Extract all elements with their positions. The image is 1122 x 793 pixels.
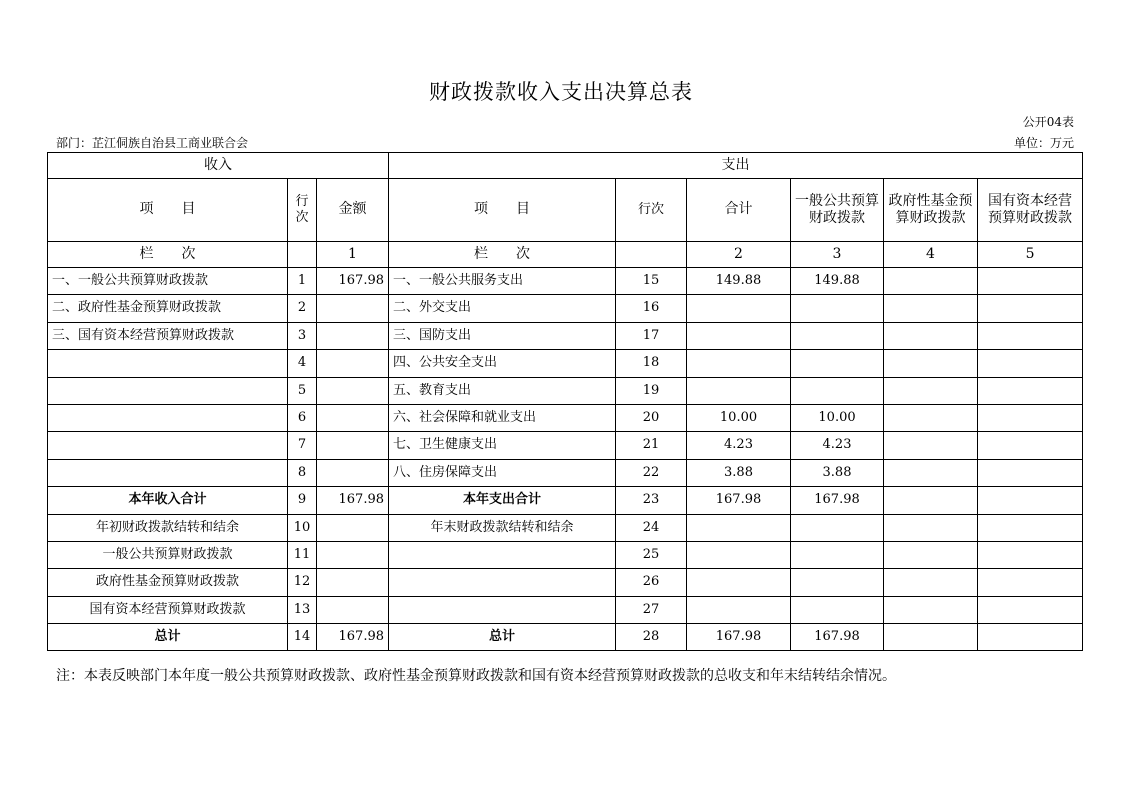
state-capital-cell bbox=[978, 624, 1083, 651]
header-row-top bbox=[48, 153, 1083, 179]
seq-general: 3 bbox=[791, 242, 884, 268]
income-item-cell bbox=[48, 377, 288, 404]
income-row-no-cell: 11 bbox=[288, 541, 317, 568]
income-row-no-cell: 8 bbox=[288, 459, 317, 486]
total-cell bbox=[687, 596, 791, 623]
expense-item-cell bbox=[389, 596, 616, 623]
expense-item-cell: 年末财政拨款结转和结余 bbox=[389, 514, 616, 541]
state-capital-cell bbox=[978, 596, 1083, 623]
expense-item-cell: 八、住房保障支出 bbox=[389, 459, 616, 486]
income-row-no-cell: 3 bbox=[288, 322, 317, 349]
expense-row-no-cell: 15 bbox=[616, 268, 687, 295]
total-cell bbox=[687, 350, 791, 377]
expense-row-no-cell: 27 bbox=[616, 596, 687, 623]
expense-row-no-cell: 16 bbox=[616, 295, 687, 322]
income-item-cell: 一、一般公共预算财政拨款 bbox=[48, 268, 288, 295]
income-amount-cell bbox=[317, 514, 389, 541]
income-item-cell: 三、国有资本经营预算财政拨款 bbox=[48, 322, 288, 349]
expense-row-no-cell: 23 bbox=[616, 487, 687, 514]
gov-fund-cell bbox=[884, 295, 978, 322]
income-item-cell: 总计 bbox=[48, 624, 288, 651]
total-cell: 10.00 bbox=[687, 404, 791, 431]
amount-header: 金额 bbox=[317, 179, 389, 242]
state-capital-cell bbox=[978, 295, 1083, 322]
income-item-cell: 一般公共预算财政拨款 bbox=[48, 541, 288, 568]
income-amount-cell bbox=[317, 596, 389, 623]
total-cell: 149.88 bbox=[687, 268, 791, 295]
state-capital-cell bbox=[978, 268, 1083, 295]
expense-row-no-cell: 25 bbox=[616, 541, 687, 568]
state-capital-cell bbox=[978, 541, 1083, 568]
expense-item-cell: 七、卫生健康支出 bbox=[389, 432, 616, 459]
expense-item-cell: 六、社会保障和就业支出 bbox=[389, 404, 616, 431]
income-row-no-cell: 4 bbox=[288, 350, 317, 377]
gov-fund-cell bbox=[884, 624, 978, 651]
seq-total: 2 bbox=[687, 242, 791, 268]
report-title: 财政拨款收入支出决算总表 bbox=[429, 80, 693, 104]
table-row bbox=[48, 624, 1083, 651]
footnote: 注：本表反映部门本年度一般公共预算财政拨款、政府性基金预算财政拨款和国有资本经营预算财政拨款的总收支和年末结转结余情况。 bbox=[56, 668, 896, 684]
total-cell: 4.23 bbox=[687, 432, 791, 459]
total-cell bbox=[687, 514, 791, 541]
general-budget-header: 一般公共预算财政拨款 bbox=[791, 179, 884, 242]
income-item-header: 项 目 bbox=[48, 179, 288, 242]
gov-fund-header: 政府性基金预算财政拨款 bbox=[884, 179, 978, 242]
total-cell: 167.98 bbox=[687, 487, 791, 514]
income-amount-cell bbox=[317, 377, 389, 404]
state-capital-cell bbox=[978, 569, 1083, 596]
general-budget-cell bbox=[791, 514, 884, 541]
income-amount-cell bbox=[317, 541, 389, 568]
general-budget-cell bbox=[791, 569, 884, 596]
table-row bbox=[48, 432, 1083, 459]
expense-row-no-cell: 28 bbox=[616, 624, 687, 651]
gov-fund-cell bbox=[884, 569, 978, 596]
table-row bbox=[48, 596, 1083, 623]
expense-item-header: 项 目 bbox=[389, 179, 616, 242]
total-cell bbox=[687, 377, 791, 404]
state-capital-cell bbox=[978, 404, 1083, 431]
expense-row-no-cell: 18 bbox=[616, 350, 687, 377]
state-capital-cell bbox=[978, 487, 1083, 514]
income-item-cell bbox=[48, 350, 288, 377]
income-row-no-cell: 2 bbox=[288, 295, 317, 322]
expense-row-no-cell: 19 bbox=[616, 377, 687, 404]
gov-fund-cell bbox=[884, 322, 978, 349]
expense-row-no-cell: 21 bbox=[616, 432, 687, 459]
budget-table bbox=[47, 152, 1083, 651]
expense-row-no-cell: 22 bbox=[616, 459, 687, 486]
expense-item-cell: 三、国防支出 bbox=[389, 322, 616, 349]
income-item-cell: 政府性基金预算财政拨款 bbox=[48, 569, 288, 596]
income-row-no-header: 行 次 bbox=[288, 179, 317, 242]
income-amount-cell: 167.98 bbox=[317, 268, 389, 295]
expense-item-cell: 本年支出合计 bbox=[389, 487, 616, 514]
income-row-no-cell: 6 bbox=[288, 404, 317, 431]
gov-fund-cell bbox=[884, 350, 978, 377]
expense-item-cell bbox=[389, 569, 616, 596]
gov-fund-cell bbox=[884, 404, 978, 431]
table-row bbox=[48, 541, 1083, 568]
general-budget-cell bbox=[791, 295, 884, 322]
general-budget-cell bbox=[791, 377, 884, 404]
general-budget-cell bbox=[791, 350, 884, 377]
income-row-no-cell: 14 bbox=[288, 624, 317, 651]
gov-fund-cell bbox=[884, 459, 978, 486]
column-sequence-row bbox=[48, 242, 1083, 268]
state-capital-cell bbox=[978, 432, 1083, 459]
gov-fund-cell bbox=[884, 377, 978, 404]
income-row-no-cell: 9 bbox=[288, 487, 317, 514]
general-budget-cell: 167.98 bbox=[791, 487, 884, 514]
total-cell bbox=[687, 541, 791, 568]
income-row-no-cell: 12 bbox=[288, 569, 317, 596]
total-cell bbox=[687, 295, 791, 322]
general-budget-cell: 10.00 bbox=[791, 404, 884, 431]
income-amount-cell bbox=[317, 322, 389, 349]
expense-header: 支出 bbox=[389, 153, 1083, 179]
table-row bbox=[48, 514, 1083, 541]
state-capital-cell bbox=[978, 350, 1083, 377]
general-budget-cell: 4.23 bbox=[791, 432, 884, 459]
table-row bbox=[48, 350, 1083, 377]
income-amount-cell bbox=[317, 350, 389, 377]
table-body bbox=[48, 268, 1083, 651]
state-capital-cell bbox=[978, 322, 1083, 349]
expense-item-cell: 总计 bbox=[389, 624, 616, 651]
general-budget-cell: 149.88 bbox=[791, 268, 884, 295]
expense-row-no-header: 行次 bbox=[616, 179, 687, 242]
general-budget-cell bbox=[791, 541, 884, 568]
gov-fund-cell bbox=[884, 487, 978, 514]
total-cell bbox=[687, 569, 791, 596]
total-cell bbox=[687, 322, 791, 349]
total-cell: 3.88 bbox=[687, 459, 791, 486]
unit-label: 单位：万元 bbox=[1013, 136, 1074, 150]
income-row-no-cell: 13 bbox=[288, 596, 317, 623]
total-header: 合计 bbox=[687, 179, 791, 242]
income-amount-cell: 167.98 bbox=[317, 624, 389, 651]
table-row bbox=[48, 268, 1083, 295]
gov-fund-cell bbox=[884, 268, 978, 295]
table-row bbox=[48, 377, 1083, 404]
table-row bbox=[48, 569, 1083, 596]
income-amount-cell: 167.98 bbox=[317, 487, 389, 514]
form-number: 公开04表 bbox=[1022, 115, 1074, 129]
gov-fund-cell bbox=[884, 541, 978, 568]
gov-fund-cell bbox=[884, 432, 978, 459]
table-row bbox=[48, 459, 1083, 486]
table-row bbox=[48, 487, 1083, 514]
income-row-no-cell: 1 bbox=[288, 268, 317, 295]
seq-label-expense: 栏 次 bbox=[389, 242, 616, 268]
state-capital-cell bbox=[978, 377, 1083, 404]
department-label: 部门：芷江侗族自治县工商业联合会 bbox=[56, 136, 249, 150]
general-budget-cell: 167.98 bbox=[791, 624, 884, 651]
income-item-cell bbox=[48, 432, 288, 459]
income-item-cell: 国有资本经营预算财政拨款 bbox=[48, 596, 288, 623]
gov-fund-cell bbox=[884, 514, 978, 541]
income-row-no-cell: 5 bbox=[288, 377, 317, 404]
table-row bbox=[48, 295, 1083, 322]
general-budget-cell: 3.88 bbox=[791, 459, 884, 486]
table-row bbox=[48, 404, 1083, 431]
state-capital-cell bbox=[978, 459, 1083, 486]
income-header: 收入 bbox=[48, 153, 389, 179]
expense-item-cell bbox=[389, 541, 616, 568]
expense-row-no-cell: 26 bbox=[616, 569, 687, 596]
expense-row-no-cell: 17 bbox=[616, 322, 687, 349]
state-capital-cell bbox=[978, 514, 1083, 541]
income-row-no-cell: 7 bbox=[288, 432, 317, 459]
income-item-cell: 本年收入合计 bbox=[48, 487, 288, 514]
income-item-cell bbox=[48, 459, 288, 486]
income-row-no-cell: 10 bbox=[288, 514, 317, 541]
income-amount-cell bbox=[317, 459, 389, 486]
general-budget-cell bbox=[791, 322, 884, 349]
total-cell: 167.98 bbox=[687, 624, 791, 651]
income-item-cell bbox=[48, 404, 288, 431]
income-amount-cell bbox=[317, 404, 389, 431]
header-row-main bbox=[48, 179, 1083, 242]
seq-label-income: 栏 次 bbox=[48, 242, 288, 268]
income-item-cell: 年初财政拨款结转和结余 bbox=[48, 514, 288, 541]
income-amount-cell bbox=[317, 569, 389, 596]
seq-gov: 4 bbox=[884, 242, 978, 268]
expense-row-no-cell: 20 bbox=[616, 404, 687, 431]
income-amount-cell bbox=[317, 432, 389, 459]
seq-state: 5 bbox=[978, 242, 1083, 268]
gov-fund-cell bbox=[884, 596, 978, 623]
income-item-cell: 二、政府性基金预算财政拨款 bbox=[48, 295, 288, 322]
general-budget-cell bbox=[791, 596, 884, 623]
table-row bbox=[48, 322, 1083, 349]
expense-item-cell: 五、教育支出 bbox=[389, 377, 616, 404]
expense-item-cell: 四、公共安全支出 bbox=[389, 350, 616, 377]
income-amount-cell bbox=[317, 295, 389, 322]
seq-amount: 1 bbox=[317, 242, 389, 268]
expense-row-no-cell: 24 bbox=[616, 514, 687, 541]
expense-item-cell: 二、外交支出 bbox=[389, 295, 616, 322]
state-capital-header: 国有资本经营预算财政拨款 bbox=[978, 179, 1083, 242]
expense-item-cell: 一、一般公共服务支出 bbox=[389, 268, 616, 295]
